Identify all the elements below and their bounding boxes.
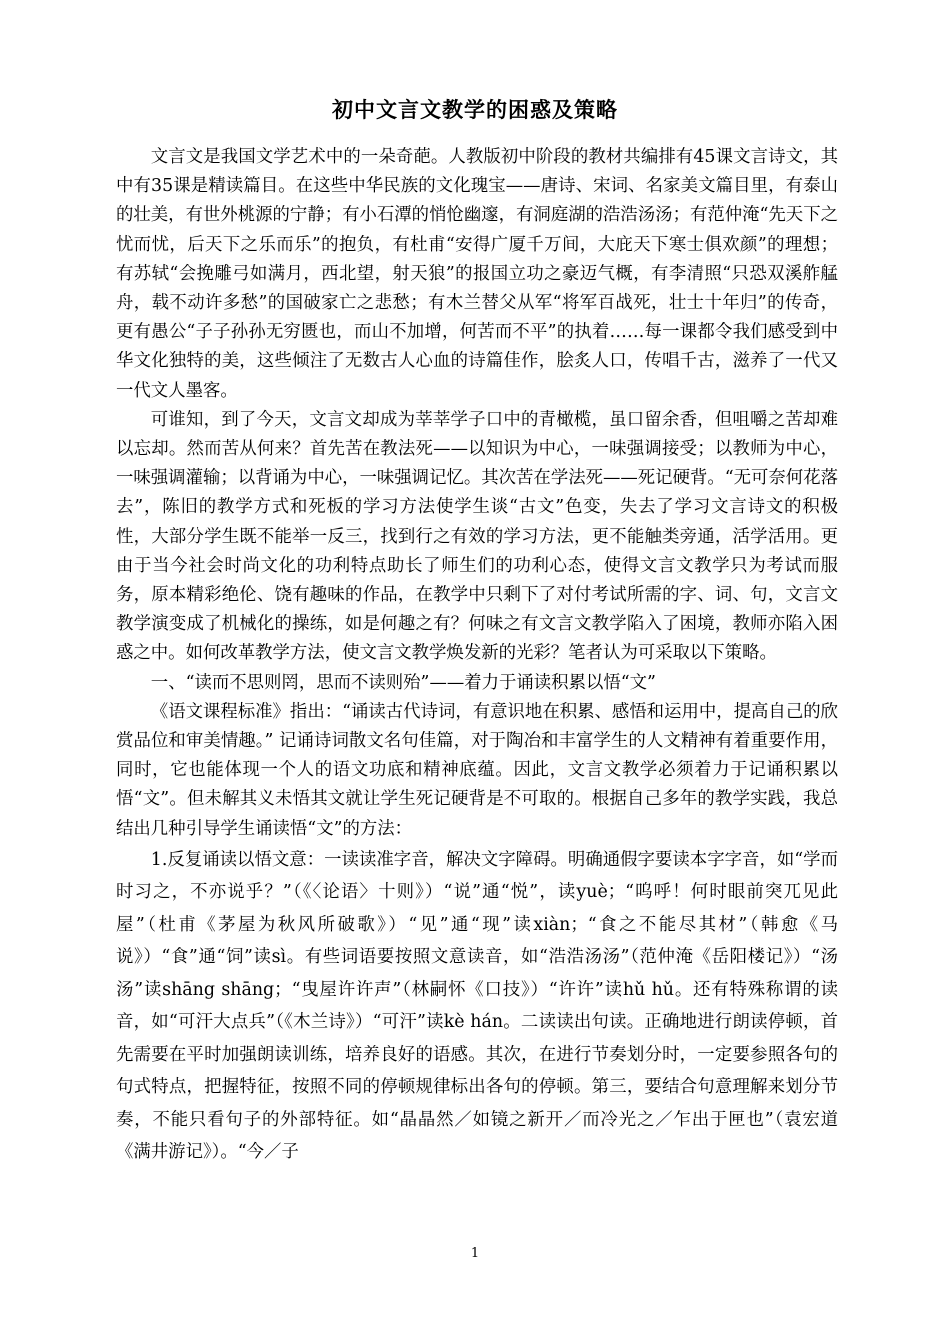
document-title: 初中文言文教学的困惑及策略 bbox=[332, 98, 618, 122]
page-number: 1 bbox=[470, 1246, 480, 1261]
section-heading: 一、“读而不思则罔，思而不读则殆”——着力于诵读积累以悟“文” bbox=[150, 672, 656, 693]
paragraph-curriculum-standard: 《语文课程标准》指出：“诵读古代诗词，有意识地在积累、感悟和运用中，提高自己的欣赏品位和审美情趣。” 记诵诗词散文名句佳篇，对于陶冶和丰富学生的人文精神有着重要作用，同时，它也能体现一个人的语文功底和精神底蕴。因此，文言文教学必须着力于记诵积累以悟“文”。但未解其义未悟其文就让学生死记硬背是不可取的。根据自己多年的教学实践，我总结出几种引导学生诵读悟“文”的方法： bbox=[116, 701, 838, 839]
document-body bbox=[116, 143, 838, 1169]
paragraph-reading-method: 1.反复诵读以悟文意：一读读准字音，解决文字障碍。明确通假字要读本字字音，如“学而时习之，不亦说乎？”（《〈论语〉十则》）“说”通“悦”，读yuè；“呜呼！何时眼前突兀见此屋”（杜甫《茅屋为秋风所破歌》）“见”通“现”读xiàn；“食之不能尽其材”（韩愈《马说》）“食”通“饲”读sì。有些词语要按照文意读音，如“浩浩汤汤”（范仲淹《岳阳楼记》）“汤汤”读shāng shāng；“曳屋许许声”（林嗣怀《口技》）“许许”读hǔ hǔ。还有特殊称谓的读音，如“可汗大点兵”（《木兰诗》）“可汗”读kè hán。二读读出句读。正确地进行朗读停顿，首先需要在平时加强朗读训练，培养良好的语感。其次，在进行节奏划分时，一定要参照各句的句式特点，把握特征，按照不同的停顿规律标出各句的停顿。第三，要结合句意理解来划分节奏，不能只看句子的外部特征。如“晶晶然／如镜之新开／而冷光之／乍出于匣也”（袁宏道《满井游记》）。“今／子 bbox=[116, 849, 838, 1163]
paragraph-problems: 可谁知，到了今天，文言文却成为莘莘学子口中的青橄榄，虽口留余香，但咀嚼之苦却难以忘却。然而苦从何来？首先苦在教法死——以知识为中心，一味强调接受；以教师为中心，一味强调灌输；以背诵为中心，一味强调记忆。其次苦在学法死——死记硬背。“无可奈何花落去”，陈旧的教学方式和死板的学习方法使学生谈“古文”色变，失去了学习文言诗文的积极性，大部分学生既不能举一反三，找到行之有效的学习方法，更不能触类旁通，活学活用。更由于当今社会时尚文化的功利特点助长了师生们的功利心态，使得文言文教学只为考试而服务，原本精彩绝伦、饶有趣味的作品，在教学中只剩下了对付考试所需的字、词、句，文言文教学演变成了机械化的操练，如是何趣之有？何味之有文言文教学陷入了困境，教师亦陷入困惑之中。如何改革教学方法，使文言文教学焕发新的光彩？笔者认为可采取以下策略。 bbox=[116, 409, 838, 664]
paragraph-intro: 文言文是我国文学艺术中的一朵奇葩。人教版初中阶段的教材共编排有45课文言诗文，其中有35课是精读篇目。在这些中华民族的文化瑰宝——唐诗、宋词、名家美文篇目里，有泰山的壮美，有世外桃源的宁静；有小石潭的悄怆幽邃，有洞庭湖的浩浩汤汤；有范仲淹“先天下之忧而忧，后天下之乐而乐”的抱负，有杜甫“安得广厦千万间，大庇天下寒士俱欢颜”的理想；有苏轼“会挽雕弓如满月，西北望，射天狼”的报国立功之豪迈气概，有李清照“只恐双溪舴艋舟，载不动许多愁”的国破家亡之悲愁；有木兰替父从军“将军百战死，壮士十年归”的传奇，更有愚公“子子孙孙无穷匮也，而山不加增，何苦而不平”的执着……每一课都令我们感受到中华文化独特的美，这些倾注了无数古人心血的诗篇佳作，脍炙人口，传唱千古，滋养了一代又一代文人墨客。 bbox=[116, 147, 838, 401]
